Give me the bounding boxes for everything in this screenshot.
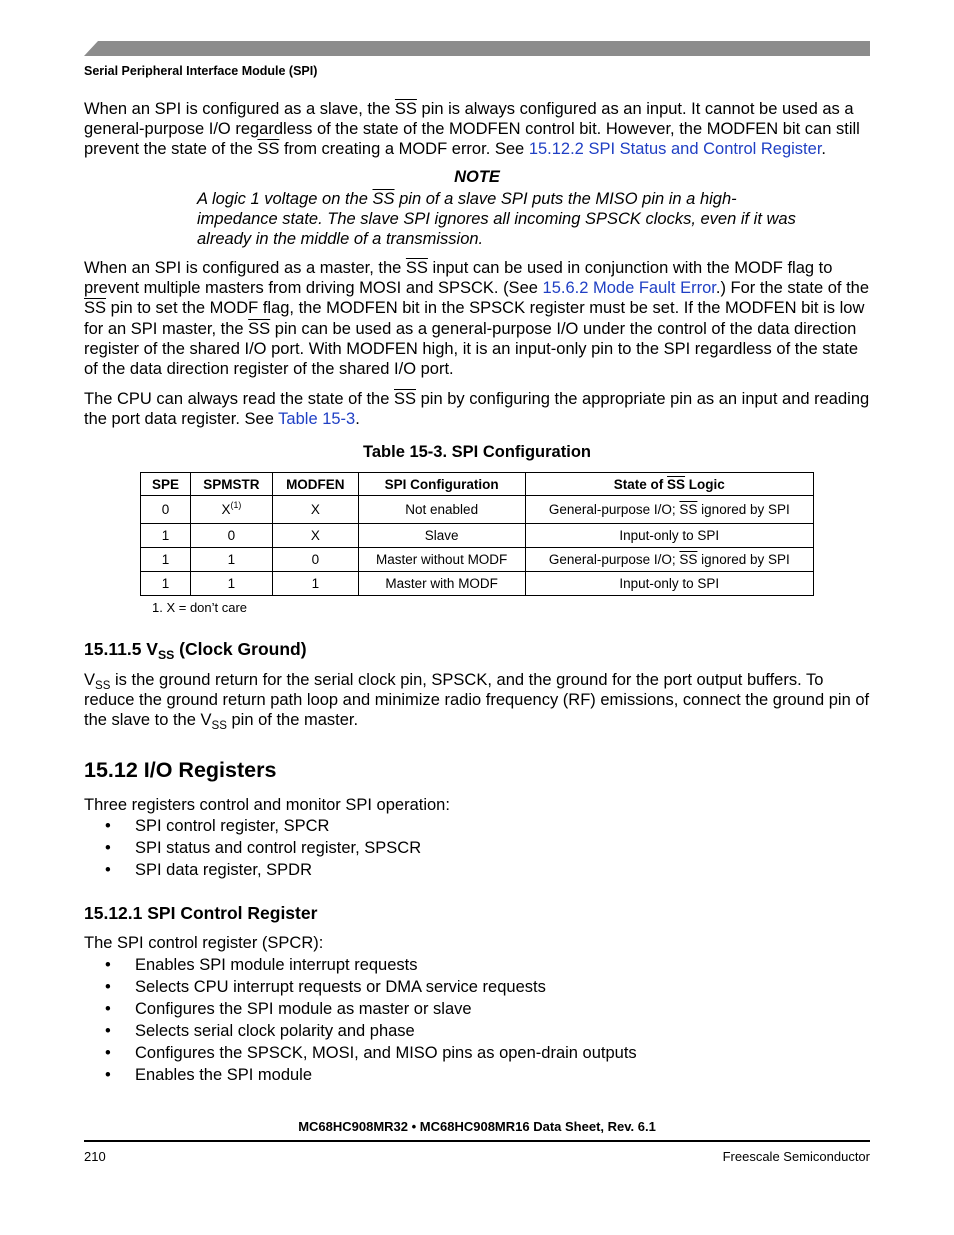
paragraph-master-ss: When an SPI is configured as a master, the SS input can be used in conjunction with the MODF flag to prevent multiple masters from driving MOSI and SPSCK. (See 15.6.2 Mode Fault Error.) For the state of the SS pin to set the MODF flag, the MODFEN bit in the SPSCK register must be set. If the MODFEN bit is low for an SPI master, the SS pin can be used as a general-purpose I/O under the control of the data direction register of the shared I/O port. With MODFEN high, it is an input-only pin to the SPI regardless of the state of the data direction register of the shared I/O port. [84, 259, 870, 379]
company-name: Freescale Semiconductor [722, 1149, 870, 1164]
ss-signal: SS [394, 100, 417, 118]
paragraph-vss: $V_{SS}$ is the ground return for the serial clock pin, SPSCK, and the ground for the port output buffers. To reduce the ground return path loop and minimize radio frequency (RF) emissions, connect the ground pin of the slave to the $V_{SS}$ pin of the master. [84, 671, 870, 733]
running-header: Serial Peripheral Interface Module (SPI) [84, 64, 318, 78]
footer-document-title: MC68HC908MR32 • MC68HC908MR16 Data Sheet, Rev. 6.1 [298, 1119, 656, 1134]
link-mode-fault-error[interactable]: 15.6.2 Mode Fault Error [542, 279, 716, 298]
header-spmstr: SPMSTR [190, 473, 272, 496]
table-row: 1 1 0 Master without MODF General-purpose I/O; SS ignored by SPI [141, 548, 814, 572]
table-title: Table 15-3. SPI Configuration [363, 443, 591, 461]
section-heading-io-registers: 15.12 I/O Registers [84, 758, 277, 782]
list-item: • SPI control register, SPCR [105, 817, 330, 835]
link-table-15-3[interactable]: Table 15-3 [278, 410, 356, 429]
paragraph-io-intro: Three registers control and monitor SPI operation: [84, 796, 450, 814]
footnote-ref: (1) [230, 500, 242, 510]
note-title: NOTE [454, 168, 500, 186]
footer-divider [84, 1140, 870, 1142]
page-number: 210 [84, 1149, 106, 1164]
table-footnote: 1. X = don’t care [152, 600, 248, 615]
paragraph-slave-ss: When an SPI is configured as a slave, the SS pin is always configured as an input. It cannot be used as a general-purpose I/O regardless of the state of the MODFEN control bit. However, the MODFEN bit can still prevent the state of the SS from creating a MODF error. See 15.12.2 SPI Status and Control Register. [84, 100, 860, 159]
spcr-function-list [84, 954, 637, 1086]
list-item: • Selects CPU interrupt requests or DMA service requests [105, 978, 546, 996]
list-item: • SPI data register, SPDR [105, 861, 312, 879]
table-header-row [141, 473, 814, 496]
section-heading-spcr: 15.12.1 SPI Control Register [84, 903, 318, 923]
table-row: 1 0 X Slave Input-only to SPI [141, 524, 814, 548]
section-heading-vss: 15.11.5 $V_{SS}$ (Clock Ground) [84, 639, 307, 662]
header-spi-configuration: SPI Configuration [358, 473, 525, 496]
table-row: 1 1 1 Master with MODF Input-only to SPI [141, 572, 814, 596]
table-row: 0 $X^{(1)}$ X Not enabled General-purpose I/O; SS ignored by SPI [141, 496, 814, 524]
header-spe: SPE [141, 473, 191, 496]
io-register-list [84, 815, 421, 881]
list-item: • Selects serial clock polarity and phase [105, 1022, 415, 1040]
header-ss-state: State of SS Logic [525, 473, 813, 496]
paragraph-cpu-read: The CPU can always read the state of the SS pin by configuring the appropriate pin as an input and reading the port data register. See Table 15-3. [84, 390, 870, 429]
list-item: • Configures the SPI module as master or slave [105, 1000, 472, 1018]
header-banner [84, 41, 870, 56]
note-body: A logic 1 voltage on the SS pin of a slave SPI puts the MISO pin in a high-impedance state. The slave SPI ignores all incoming SPSCK clocks, even if it was already in the middle of a transmission. [197, 190, 796, 249]
list-item: • Enables the SPI module [105, 1066, 313, 1084]
paragraph-spcr-intro: The SPI control register (SPCR): [84, 934, 324, 952]
list-item: • SPI status and control register, SPSCR [105, 839, 422, 857]
spi-configuration-table [140, 472, 814, 596]
list-item: • Enables SPI module interrupt requests [105, 956, 418, 974]
list-item: • Configures the SPSCK, MOSI, and MISO pins as open-drain outputs [105, 1044, 637, 1062]
link-spi-status-register[interactable]: 15.12.2 SPI Status and Control Register [528, 140, 822, 159]
header-modfen: MODFEN [272, 473, 358, 496]
